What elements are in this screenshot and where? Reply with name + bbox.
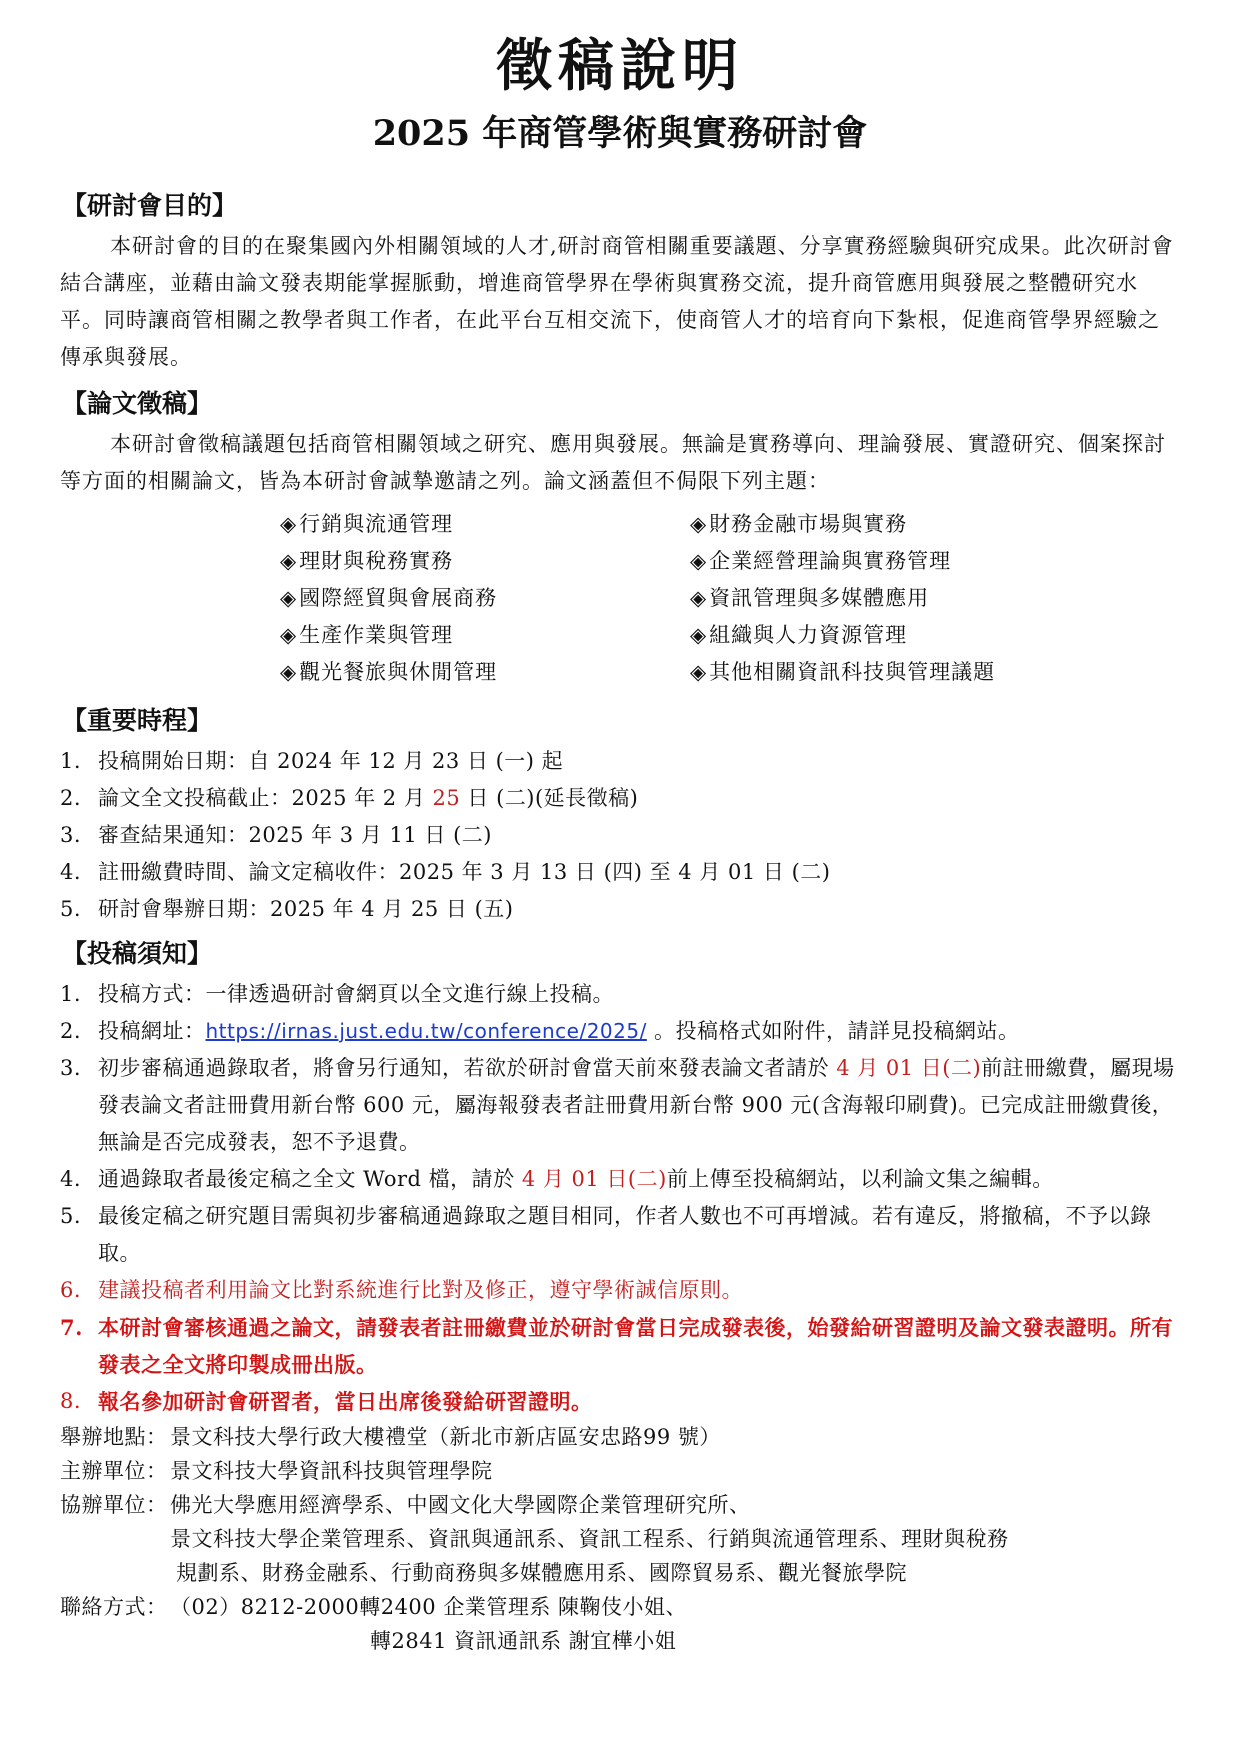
document-page xyxy=(60,20,1180,1658)
co-organizer-label: 協辦單位： xyxy=(60,1493,168,1517)
section-heading-call: 【論文徵稿】 xyxy=(62,389,213,418)
call-paragraph: 本研討會徵稿議題包括商管相關領域之研究、應用與發展。無論是實務導向、理論發展、實證研究、個案探討等方面的相關論文，皆為本研討會誠摯邀請之列。論文涵蓋但不侷限下列主題： xyxy=(60,432,1166,493)
diamond-bullet-icon: ◈ xyxy=(690,549,708,573)
notice-item: 6. 建議投稿者利用論文比對系統進行比對及修正，遵守學術誠信原則。 xyxy=(60,1278,743,1302)
schedule-list xyxy=(60,743,1180,928)
diamond-bullet-icon: ◈ xyxy=(280,586,298,610)
schedule-item: 2. 論文全文投稿截止：2025 年 2 月 25 日 (二)(延長徵稿) xyxy=(60,786,639,810)
schedule-item: 5. 研討會舉辦日期：2025 年 4 月 25 日 (五) xyxy=(60,897,514,921)
topic-item: ◈企業經營理論與實務管理 xyxy=(690,549,952,573)
section-heading-notice: 【投稿須知】 xyxy=(62,939,213,968)
topic-item: ◈其他相關資訊科技與管理議題 xyxy=(690,660,996,684)
notice-item: 4. 通過錄取者最後定稿之全文 Word 檔，請於 4 月 01 日(二)前上傳至投稿網站，以利論文集之編輯。 xyxy=(60,1167,1054,1191)
topic-item: ◈資訊管理與多媒體應用 xyxy=(690,586,930,610)
co-organizer-line: 景文科技大學企業管理系、資訊與通訊系、資訊工程系、行銷與流通管理系、理財與稅務 xyxy=(170,1527,1009,1551)
topic-list xyxy=(280,506,1180,691)
contact-row-2 xyxy=(60,1624,1180,1658)
topic-item: ◈生產作業與管理 xyxy=(280,623,454,647)
topic-item: ◈理財與稅務實務 xyxy=(280,549,454,573)
notice-item: 3. 初步審稿通過錄取者，將會另行通知，若欲於研討會當天前來發表論文者請於 4 月 01 日(二)前註冊繳費，屬現場發表論文者註冊費用新台幣 600 元，屬海報發表者註冊費用新台幣 900 元(含海報印刷費)。已完成註冊繳費後，無論是否完成發表，恕不予退費。 xyxy=(60,1056,1175,1154)
notice-item: 1. 投稿方式：一律透過研討會網頁以全文進行線上投稿。 xyxy=(60,982,614,1006)
contact-value-1: （02）8212-2000轉2400 企業管理系 陳鞠伎小姐、 xyxy=(170,1595,687,1619)
page-title: 徵稿說明 xyxy=(496,33,744,99)
diamond-bullet-icon: ◈ xyxy=(280,512,298,536)
diamond-bullet-icon: ◈ xyxy=(690,623,708,647)
host-label: 主辦單位： xyxy=(60,1459,168,1483)
diamond-bullet-icon: ◈ xyxy=(690,512,708,536)
contact-value-2: 轉2841 資訊通訊系 謝宜樺小姐 xyxy=(370,1629,677,1653)
notice-item: 2. 投稿網址：https://irnas.just.edu.tw/conference/2025/ 。投稿格式如附件，請詳見投稿網站。 xyxy=(60,1019,1020,1043)
contact-label: 聯絡方式： xyxy=(60,1595,168,1619)
registration-deadline: 4 月 01 日(二) xyxy=(836,1056,982,1080)
contact-row xyxy=(60,1590,1180,1624)
schedule-item: 4. 註冊繳費時間、論文定稿收件：2025 年 3 月 13 日 (四) 至 4 月 01 日 (二) xyxy=(60,860,831,884)
venue-row xyxy=(60,1420,1180,1454)
co-organizer-line: 規劃系、財務金融系、行動商務與多媒體應用系、國際貿易系、觀光餐旅學院 xyxy=(176,1561,907,1585)
upload-deadline: 4 月 01 日(二) xyxy=(521,1167,667,1191)
schedule-item: 1. 投稿開始日期：自 2024 年 12 月 23 日 (一) 起 xyxy=(60,749,564,773)
submission-url-link[interactable]: https://irnas.just.edu.tw/conference/2025/ xyxy=(205,1019,647,1043)
notice-list xyxy=(60,976,1180,1420)
diamond-bullet-icon: ◈ xyxy=(280,660,298,684)
notice-item: 5. 最後定稿之研究題目需與初步審稿通過錄取之題目相同，作者人數也不可再增減。若有違反，將撤稿，不予以錄取。 xyxy=(60,1204,1152,1265)
topic-item: ◈國際經貿與會展商務 xyxy=(280,586,498,610)
topic-item: ◈觀光餐旅與休閒管理 xyxy=(280,660,498,684)
host-row xyxy=(60,1454,1180,1488)
notice-item: 7. 本研討會審核通過之論文，請發表者註冊繳費並於研討會當日完成發表後，始發給研習證明及論文發表證明。所有發表之全文將印製成冊出版。 xyxy=(60,1315,1173,1377)
co-organizer-row xyxy=(60,1488,1180,1590)
diamond-bullet-icon: ◈ xyxy=(280,623,298,647)
host-value: 景文科技大學資訊科技與管理學院 xyxy=(170,1459,493,1483)
diamond-bullet-icon: ◈ xyxy=(280,549,298,573)
diamond-bullet-icon: ◈ xyxy=(690,660,708,684)
section-heading-schedule: 【重要時程】 xyxy=(62,706,213,735)
topic-item: ◈組織與人力資源管理 xyxy=(690,623,908,647)
venue-value: 景文科技大學行政大樓禮堂（新北市新店區安忠路99 號） xyxy=(170,1425,721,1449)
venue-label: 舉辦地點： xyxy=(60,1425,168,1449)
schedule-item: 3. 審查結果通知：2025 年 3 月 11 日 (二) xyxy=(60,823,492,847)
section-heading-purpose: 【研討會目的】 xyxy=(62,191,238,220)
topic-item: ◈行銷與流通管理 xyxy=(280,512,454,536)
extended-deadline-day: 25 xyxy=(432,786,461,810)
co-organizer-line: 佛光大學應用經濟學系、中國文化大學國際企業管理研究所、 xyxy=(170,1493,751,1517)
notice-item: 8. 報名參加研討會研習者，當日出席後發給研習證明。 xyxy=(60,1389,593,1414)
purpose-paragraph: 本研討會的目的在聚集國內外相關領域的人才,研討商管相關重要議題、分享實務經驗與研究成果。此次研討會結合講座，並藉由論文發表期能掌握脈動，增進商管學界在學術與實務交流，提升商管應用與發展之整體研究水平。同時讓商管相關之教學者與工作者，在此平台互相交流下，使商管人才的培育向下紮根，促進商管學界經驗之傳承與發展。 xyxy=(60,234,1174,369)
diamond-bullet-icon: ◈ xyxy=(690,586,708,610)
topic-item: ◈財務金融市場與實務 xyxy=(690,512,908,536)
page-subtitle: 2025 年商管學術與實務研討會 xyxy=(372,113,868,154)
